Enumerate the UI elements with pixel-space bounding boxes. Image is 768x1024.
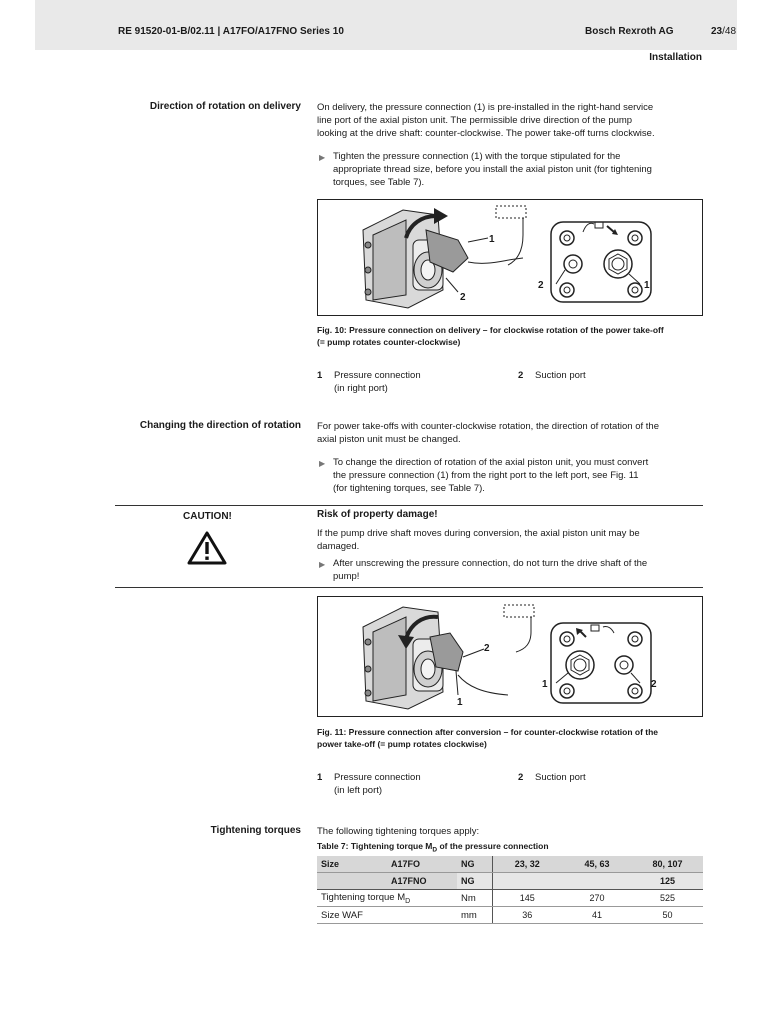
figure-11 — [317, 596, 703, 717]
fig11-port-label-1: 1 — [542, 679, 548, 690]
tightening-torque-table — [317, 856, 703, 924]
fig10-callout-1: 1 — [489, 234, 495, 245]
heading-changing-direction: Changing the direction of rotation — [139, 420, 301, 431]
caution-bottom-rule — [115, 587, 703, 588]
step-arrow-icon: ▶ — [319, 560, 326, 569]
table-7-title: Table 7: Tightening torque $M_D$ of the pressure connection — [317, 841, 549, 854]
document-reference: RE 91520-01-B/02.11 | A17FO/A17FNO Series 10 — [118, 26, 344, 37]
page-number: 23/48 — [711, 26, 737, 37]
section-title: Installation — [649, 52, 702, 63]
fig10-legend-2: 2 Suction port — [518, 370, 586, 381]
caution-title: Risk of property damage! — [317, 509, 438, 520]
warning-triangle-icon — [187, 531, 227, 565]
table-row: Tightening torque $M_D$ Nm 145 270 525 — [317, 890, 703, 907]
fig10-legend-1: 1 Pressure connection (in right port) — [317, 370, 421, 394]
step-arrow-icon: ▶ — [319, 459, 326, 468]
heading-delivery: Direction of rotation on delivery — [149, 101, 301, 112]
fig10-caption: Fig. 10: Pressure connection on delivery – for clockwise rotation of the power take-off (= pump rotates counter-clockwise) — [317, 325, 664, 347]
table-row: Size WAF mm 36 41 50 — [317, 907, 703, 924]
caution-step: ▶ After unscrewing the pressure connection, do not turn the drive shaft of the pump! — [319, 558, 648, 582]
table-row: Size A17FO NG 23, 32 45, 63 80, 107 — [317, 856, 703, 873]
pump-illustration-fig10 — [318, 200, 702, 315]
fig11-callout-2: 2 — [484, 643, 490, 654]
fig11-caption: Fig. 11: Pressure connection after conversion – for counter-clockwise rotation of the power take-off (= pump rotates clockwise) — [317, 727, 659, 749]
fig10-port-label-2: 2 — [538, 280, 544, 291]
caution-text: If the pump drive shaft moves during conversion, the axial piston unit may be damaged. — [317, 528, 640, 552]
fig11-legend-2: 2 Suction port — [518, 772, 586, 783]
step-arrow-icon: ▶ — [319, 153, 326, 162]
fig10-callout-2: 2 — [460, 292, 466, 303]
table-row: A17FNO NG 125 — [317, 873, 703, 890]
fig11-port-label-2: 2 — [651, 679, 657, 690]
delivery-paragraph: On delivery, the pressure connection (1) is pre-installed in the right-hand service line port of the axial piston unit. The permissible drive direction of the pump looking at the drive shaft: counter-clockwise. The power take-off turns clockwise. — [317, 102, 655, 139]
caution-label: CAUTION! — [183, 511, 232, 522]
delivery-step: ▶ Tighten the pressure connection (1) with the torque stipulated for the appropriate thread size, before you install the axial piston unit (for tightening torques, see Table 7). — [319, 151, 652, 188]
fig10-port-label-1: 1 — [644, 280, 650, 291]
caution-top-rule — [115, 505, 703, 506]
page-header — [35, 0, 737, 50]
changing-step: ▶ To change the direction of rotation of the axial piston unit, you must convert the pressure connection (1) from the right port to the left port, see Fig. 11 (for tightening torques, see Table 7). — [319, 457, 649, 494]
heading-tightening-torques: Tightening torques — [210, 825, 301, 836]
pump-illustration-fig11 — [318, 597, 702, 716]
fig11-callout-1: 1 — [457, 697, 463, 708]
company-name: Bosch Rexroth AG — [585, 26, 674, 37]
changing-paragraph: For power take-offs with counter-clockwise rotation, the direction of rotation of the axial piston unit must be changed. — [317, 421, 659, 445]
figure-10 — [317, 199, 703, 316]
fig11-legend-1: 1 Pressure connection (in left port) — [317, 772, 421, 796]
torques-intro: The following tightening torques apply: — [317, 826, 480, 837]
